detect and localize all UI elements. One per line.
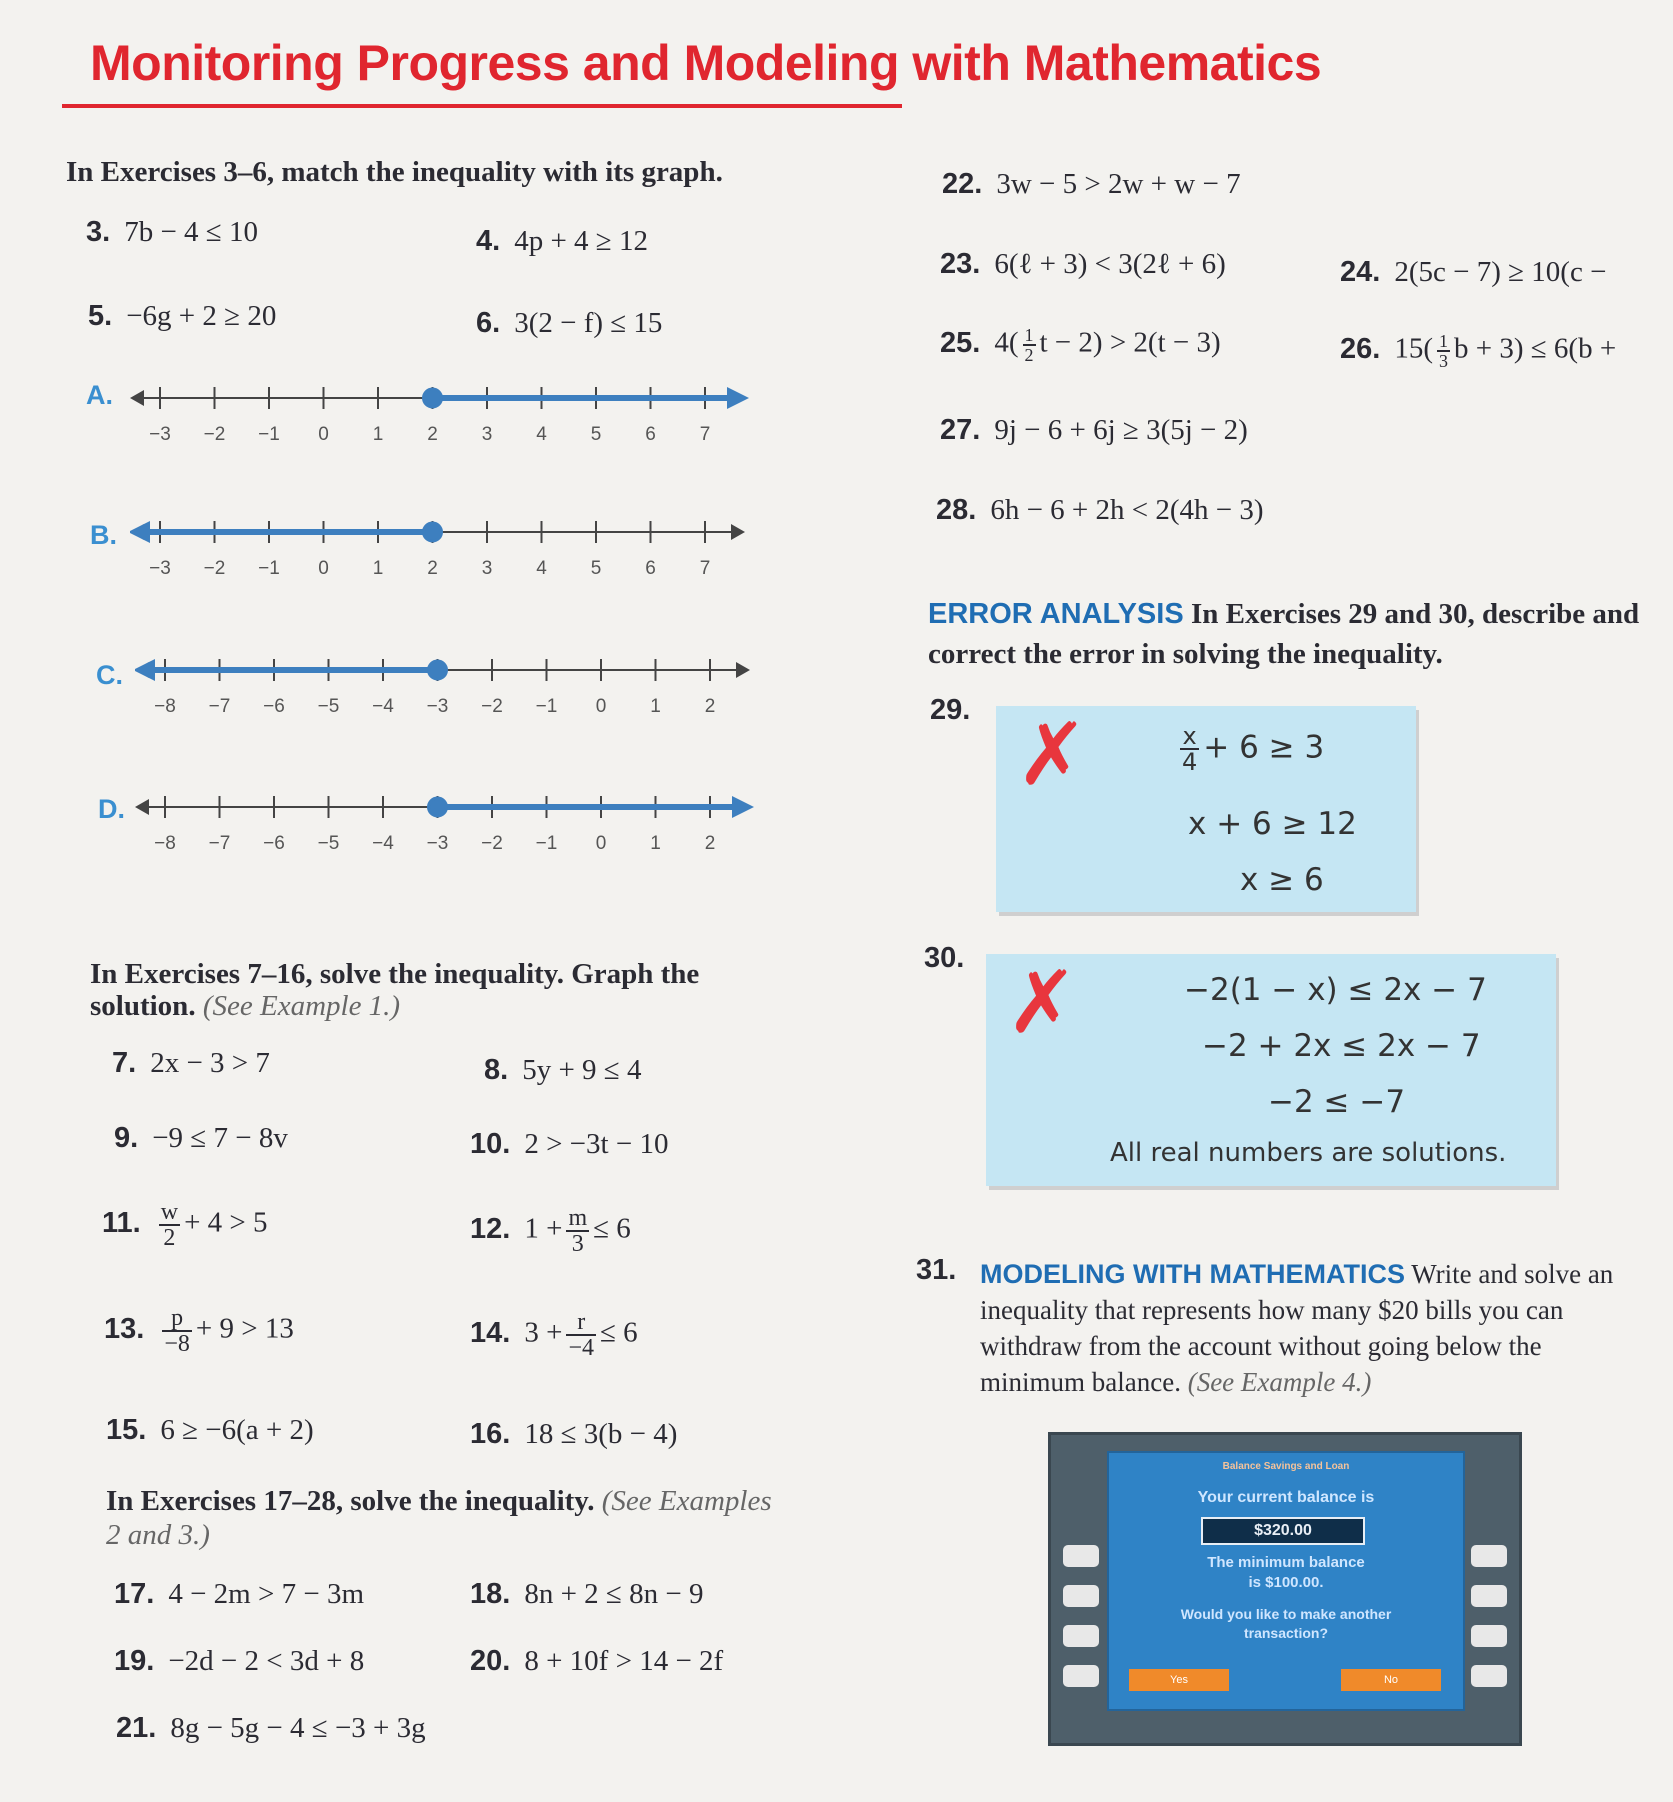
graph-b-label: B. [90,520,117,550]
tick-label: 6 [645,424,656,445]
tick-label: −3 [426,696,449,717]
ex29-line3: x ≥ 6 [1240,862,1324,898]
tick-label: 2 [427,424,438,445]
exercise-15: 15. 6 ≥ −6(a + 2) [106,1414,314,1446]
exercise-7: 7. 2x − 3 > 7 [112,1047,270,1079]
exercise-9: 9. −9 ≤ 7 − 8v [114,1122,288,1154]
endpoint-dot [424,523,442,541]
exercise-30-box [986,954,1556,1186]
exercise-22: 22. 3w − 5 > 2w + w − 7 [942,168,1241,200]
section-a-intro: In Exercises 3–6, match the inequality with its graph. [66,156,723,188]
tick-label: 0 [595,696,607,717]
exercise-31-number: 31. [916,1254,957,1286]
atm-right-key-2[interactable] [1471,1585,1507,1607]
tick-label: −1 [258,424,280,445]
tick-label: 7 [699,424,711,445]
number-line-b [130,512,810,592]
atm-left-key-2[interactable] [1063,1585,1099,1607]
title-underline [62,104,902,108]
exercise-16: 16. 18 ≤ 3(b − 4) [470,1418,678,1450]
exercise-17: 17. 4 − 2m > 7 − 3m [114,1578,365,1610]
ex30-line1: −2(1 − x) ≤ 2x − 7 [1184,972,1487,1008]
exercise-5: 5. −6g + 2 ≥ 20 [88,300,277,332]
exercise-3: 3. 7b − 4 ≤ 10 [86,216,258,248]
solution-arrow [732,796,754,818]
exercise-12: 12. 1 + $\frac{m}{3}$ ≤ 6 [470,1205,631,1257]
exercise-26: 26. 15( $\frac{1}{3}$ b + 3) ≤ 6(b + [1340,331,1617,371]
atm-frame [1048,1432,1522,1746]
tick-label: 2 [427,558,438,579]
number-line-c [135,650,815,730]
axis-arrow-right [736,662,750,678]
solution-arrow [135,659,155,681]
error-x-icon: ✗ [1006,953,1079,1053]
tick-label: 1 [650,833,661,854]
exercise-30-number: 30. [924,942,965,974]
tick-label: −7 [208,833,231,854]
exercise-31-text: MODELING WITH MATHEMATICS Write and solve an inequality that represents how many $20 bills you can withdraw from the account without going below the minimum balance. (See Example 4.) [980,1259,1614,1397]
tick-label: 3 [481,424,493,445]
endpoint-dot [429,661,447,679]
endpoint-dot [424,389,442,407]
graph-c-label: C. [96,660,123,690]
exercise-24: 24. 2(5c − 7) ≥ 10(c − [1340,256,1607,288]
atm-right-key-4[interactable] [1471,1665,1507,1687]
atm-balance-value: $320.00 [1201,1517,1365,1545]
error-x-icon: ✗ [1016,705,1089,805]
atm-minimum: The minimum balance is $100.00. [1207,1554,1365,1591]
tick-label: −4 [372,696,394,717]
tick-label: 5 [590,558,602,579]
tick-label: 1 [372,424,384,445]
tick-label: −5 [317,833,340,854]
ex29-line2: x + 6 ≥ 12 [1188,806,1357,842]
tick-label: −7 [208,696,231,717]
tick-label: −8 [154,833,176,854]
exercise-6: 6. 3(2 − f) ≤ 15 [476,307,663,339]
ex30-line2: −2 + 2x ≤ 2x − 7 [1202,1028,1481,1064]
atm-left-key-1[interactable] [1063,1545,1099,1567]
exercise-29-box [996,706,1416,912]
graph-a-label: A. [86,380,113,410]
ex30-line4: All real numbers are solutions. [1110,1138,1507,1168]
tick-label: −2 [481,696,503,717]
tick-label: 6 [645,558,656,579]
tick-label: 5 [590,424,602,445]
exercise-13: 13. $\frac{p}{-8}$ + 9 > 13 [104,1305,294,1357]
tick-label: −3 [426,833,449,854]
exercise-29-number: 29. [930,694,971,726]
tick-label: 7 [699,558,711,579]
tick-label: −8 [154,696,176,717]
atm-question: Would you like to make another transaction? [1180,1606,1392,1641]
tick-label: −2 [481,833,503,854]
section-c-intro: In Exercises 17–28, solve the inequality. (See Examples 2 and 3.) [106,1485,772,1551]
tick-label: −1 [535,833,558,854]
tick-label: −5 [317,696,340,717]
tick-label: 4 [536,558,547,579]
exercise-8: 8. 5y + 9 ≤ 4 [484,1054,642,1086]
tick-label: 1 [650,696,661,717]
exercise-4: 4. 4p + 4 ≥ 12 [476,225,648,257]
exercise-18: 18. 8n + 2 ≤ 8n − 9 [470,1578,704,1610]
atm-left-key-4[interactable] [1063,1665,1099,1687]
tick-label: 0 [318,558,329,579]
exercise-11: 11. $\frac{w}{2}$ + 4 > 5 [102,1199,268,1251]
exercise-14: 14. 3 + $\frac{r}{-4}$ ≤ 6 [470,1309,638,1361]
atm-right-key-3[interactable] [1471,1625,1507,1647]
error-analysis-intro: ERROR ANALYSIS In Exercises 29 and 30, describe and correct the error in solving the inequality. [928,598,1640,670]
tick-label: −6 [263,696,285,717]
exercise-21: 21. 8g − 5g − 4 ≤ −3 + 3g [116,1712,426,1744]
tick-label: 0 [595,833,607,854]
number-line-d [135,787,815,867]
tick-label: −1 [258,558,280,579]
atm-screen [1107,1451,1465,1711]
exercise-25: 25. 4( $\frac{1}{2}$ t − 2) > 2(t − 3) [940,325,1221,365]
atm-balance-label: Your current balance is [1197,1489,1375,1506]
exercise-10: 10. 2 > −3t − 10 [470,1128,669,1160]
tick-label: −2 [203,558,226,579]
atm-right-key-1[interactable] [1471,1545,1507,1567]
endpoint-dot [429,798,447,816]
tick-label: −3 [149,558,171,579]
tick-label: −6 [263,833,285,854]
axis-arrow-right [731,524,745,540]
atm-left-key-3[interactable] [1063,1625,1099,1647]
number-line-a [130,378,810,458]
atm-header: Balance Savings and Loan [1222,1461,1350,1472]
tick-label: −4 [372,833,394,854]
solution-arrow [130,521,150,543]
tick-label: 2 [704,833,716,854]
tick-label: −3 [149,424,171,445]
tick-label: −2 [203,424,226,445]
atm-yes-button[interactable]: Yes [1129,1669,1229,1691]
ex29-line1: $\frac{x}{4}$ + 6 ≥ 3 [1182,722,1325,776]
tick-label: 1 [372,558,384,579]
page-title: Monitoring Progress and Modeling with Mathematics [90,35,1322,91]
solution-arrow [727,387,749,409]
section-b-intro: In Exercises 7–16, solve the inequality. Graph the solution. (See Example 1.) [90,958,700,1022]
exercise-19: 19. −2d − 2 < 3d + 8 [114,1645,365,1677]
atm-no-button[interactable]: No [1341,1669,1441,1691]
tick-label: 2 [704,696,716,717]
exercise-27: 27. 9j − 6 + 6j ≥ 3(5j − 2) [940,414,1248,446]
exercise-28: 28. 6h − 6 + 2h < 2(4h − 3) [936,494,1264,526]
axis-arrow-left [130,390,144,406]
tick-label: 4 [536,424,547,445]
axis-arrow-left [135,799,149,815]
exercise-20: 20. 8 + 10f > 14 − 2f [470,1645,724,1677]
tick-label: 0 [318,424,329,445]
graph-d-label: D. [98,794,125,824]
exercise-23: 23. 6(ℓ + 3) < 3(2ℓ + 6) [940,248,1226,280]
ex30-line3: −2 ≤ −7 [1268,1084,1406,1120]
tick-label: 3 [481,558,493,579]
tick-label: −1 [535,696,558,717]
